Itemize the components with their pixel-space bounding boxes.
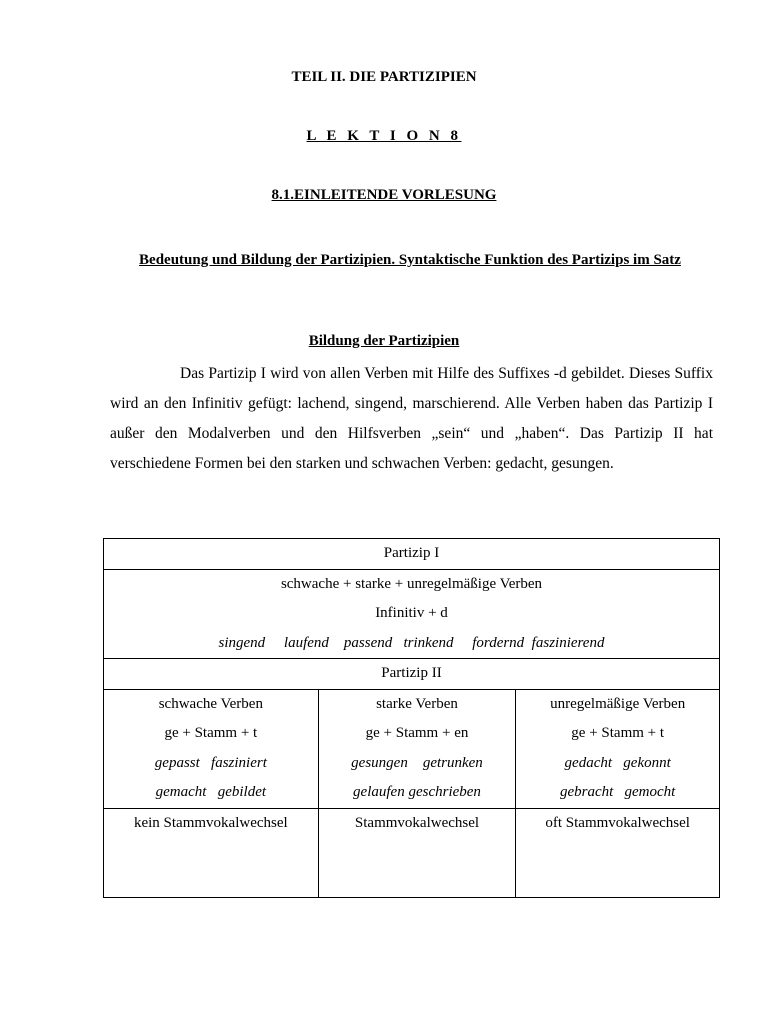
column-footer: kein Stammvokalwechsel [133, 814, 288, 831]
irregular-verbs-cell [516, 689, 720, 808]
weak-verbs-footer-cell [104, 808, 319, 897]
partizip-i-verbs: schwache + starke + unregelmäßige Verben [280, 575, 543, 592]
column-heading: starke Verben [376, 695, 458, 712]
partizip-i-examples: singend laufend passend trinkend fordernd faszinierend [218, 634, 605, 651]
strong-verbs-cell [318, 689, 516, 808]
column-example: gelaufen geschrieben [353, 784, 481, 800]
column-formula: ge + Stamm + en [365, 725, 469, 741]
table-row [104, 659, 720, 690]
body-paragraph: Das Partizip I wird von allen Verben mit Hilfe des Suffixes -d gebildet. Dieses Suffix wird an den Infinitiv gefügt: lachend, singend, marschierend. Alle Verben haben das Partizip I außer den Modalverben und den Hilfsverben „sein“ und „haben“. Das Partizip II hat verschiedene Formen bei den starken und schwachen Verben: gedacht, gesungen. [110, 365, 713, 472]
column-example: gemacht gebildet [155, 784, 267, 800]
section-title: 8.1.EINLEITENDE VORLESUNG [271, 187, 497, 203]
partizip-i-formula: Infinitiv + d [375, 605, 448, 621]
partizip-i-header-cell [104, 539, 720, 570]
strong-verbs-footer-cell [318, 808, 516, 897]
lesson-title: L E K T I O N 8 [306, 128, 462, 144]
irregular-verbs-footer-cell [516, 808, 720, 897]
column-heading: schwache Verben [158, 695, 263, 712]
column-example: gedacht gekonnt [564, 754, 671, 771]
column-formula: ge + Stamm + t [571, 725, 665, 741]
part-title: TEIL II. DIE PARTIZIPIEN [291, 69, 477, 85]
table-row [104, 808, 720, 897]
partizip-i-body-cell [104, 569, 720, 659]
column-example: gesungen getrunken [351, 754, 483, 771]
participle-table [103, 538, 720, 898]
column-formula: ge + Stamm + t [164, 725, 258, 741]
column-example: gebracht gemocht [559, 784, 676, 800]
partizip-i-header: Partizip I [383, 545, 440, 561]
column-example: gepasst fasziniert [154, 754, 267, 771]
partizip-ii-header: Partizip II [381, 665, 442, 681]
partizip-ii-header-cell [104, 659, 720, 690]
table-row [104, 539, 720, 570]
column-footer: oft Stammvokalwechsel [545, 814, 690, 831]
column-footer: Stammvokalwechsel [354, 814, 480, 831]
table-row [104, 569, 720, 659]
column-heading: unregelmäßige Verben [550, 695, 686, 712]
topic-title: Bedeutung und Bildung der Partizipien. Syntaktische Funktion des Partizips im Satz [139, 252, 681, 268]
subsection-title: Bildung der Partizipien [308, 333, 460, 349]
table-row [104, 689, 720, 808]
weak-verbs-cell [104, 689, 319, 808]
